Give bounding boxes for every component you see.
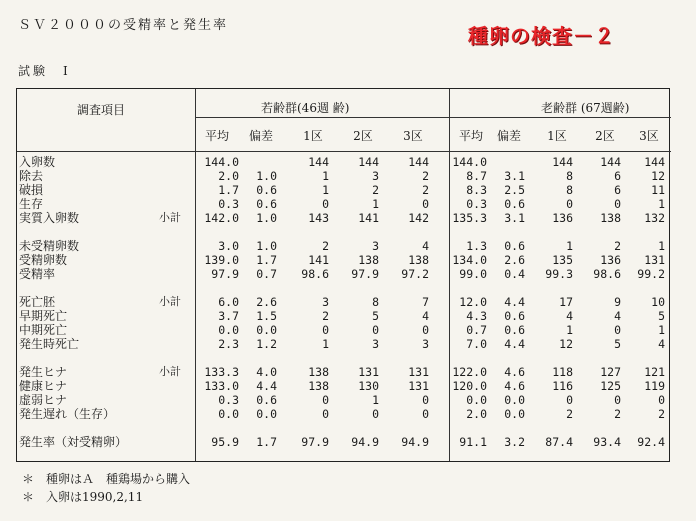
table-cell: 0: [322, 393, 329, 407]
table-cell: 94.9: [351, 435, 379, 449]
table-cell: 0: [322, 197, 329, 211]
table-cell: 2: [422, 169, 429, 183]
table-cell: 131: [644, 253, 665, 267]
table-cell: 138: [308, 379, 329, 393]
table-cell: 3.1: [504, 211, 525, 225]
column-header: 平均: [204, 129, 229, 143]
table-cell: 1: [658, 323, 665, 337]
table-cell: 0: [422, 393, 429, 407]
table-cell: 8: [566, 183, 573, 197]
trial-label: 試験 Ⅰ: [18, 64, 71, 78]
table-row: [17, 197, 671, 211]
table-cell: 3: [372, 169, 379, 183]
table-cell: 134.0: [452, 253, 487, 267]
table-cell: 0.0: [218, 323, 239, 337]
table-cell: 1.7: [256, 435, 277, 449]
table-cell: 4: [614, 309, 621, 323]
table-cell: 125: [600, 379, 621, 393]
column-header: 1区: [303, 129, 323, 143]
table-cell: 0.0: [218, 407, 239, 421]
old-group-header: 老齢群 (67週齢): [541, 101, 630, 115]
table-cell: 0: [422, 407, 429, 421]
table-cell: 8.7: [466, 169, 487, 183]
table-cell: 4.4: [256, 379, 277, 393]
footnote: ＊ 入卵は1990,2,11: [22, 490, 144, 504]
table-row: [17, 253, 671, 267]
row-subtotal-tag: 小計: [159, 295, 181, 308]
table-cell: 0.3: [218, 393, 239, 407]
table-cell: 0.6: [504, 323, 525, 337]
table-cell: 0: [566, 393, 573, 407]
table-cell: 0.6: [256, 183, 277, 197]
table-cell: 133.3: [204, 365, 239, 379]
table-cell: 2: [658, 407, 665, 421]
table-cell: 1: [322, 169, 329, 183]
table-cell: 2.0: [218, 169, 239, 183]
table-cell: 1.7: [256, 253, 277, 267]
table-cell: 0.7: [466, 323, 487, 337]
table-cell: 131: [408, 365, 429, 379]
table-cell: 138: [408, 253, 429, 267]
table-cell: 144: [358, 155, 379, 169]
table-cell: 11: [651, 183, 665, 197]
table-cell: 1.7: [218, 183, 239, 197]
table-cell: 4.6: [504, 379, 525, 393]
table-cell: 8.3: [466, 183, 487, 197]
table-cell: 118: [552, 365, 573, 379]
table-row: [17, 323, 671, 337]
table-cell: 5: [372, 309, 379, 323]
table-cell: 1: [322, 183, 329, 197]
table-cell: 8: [372, 295, 379, 309]
table-cell: 136: [600, 253, 621, 267]
table-cell: 1: [658, 239, 665, 253]
table-cell: 138: [308, 365, 329, 379]
row-label: 健康ヒナ: [19, 379, 68, 393]
table-cell: 1: [372, 197, 379, 211]
table-cell: 9: [614, 295, 621, 309]
table-cell: 0: [422, 323, 429, 337]
row-subtotal-tag: 小計: [159, 365, 181, 378]
table-cell: 4.4: [504, 337, 525, 351]
table-row: [17, 435, 671, 449]
table-cell: 1: [566, 239, 573, 253]
table-cell: 2: [372, 183, 379, 197]
row-label: 死亡胚: [19, 295, 56, 309]
table-cell: 97.9: [301, 435, 329, 449]
table-cell: 12: [559, 337, 573, 351]
table-cell: 121: [644, 365, 665, 379]
table-cell: 0: [614, 197, 621, 211]
table-cell: 0.3: [466, 197, 487, 211]
table-cell: 1: [566, 323, 573, 337]
table-cell: 119: [644, 379, 665, 393]
table-cell: 4: [658, 337, 665, 351]
table-cell: 139.0: [204, 253, 239, 267]
table-cell: 99.0: [459, 267, 487, 281]
table-cell: 131: [358, 365, 379, 379]
table-cell: 1.2: [256, 337, 277, 351]
row-label: 発生時死亡: [19, 337, 80, 351]
table-row: [17, 365, 671, 379]
row-label: 破損: [19, 183, 44, 197]
column-header: 2区: [595, 129, 615, 143]
table-cell: 1.0: [256, 239, 277, 253]
table-cell: 0.6: [504, 309, 525, 323]
footnote: ＊ 種卵はＡ 種鶏場から購入: [22, 472, 191, 486]
row-label: 発生率（対受精卵）: [19, 435, 128, 449]
table-cell: 4: [566, 309, 573, 323]
row-label: 入卵数: [19, 155, 56, 169]
table-cell: 3: [322, 295, 329, 309]
table-cell: 0: [372, 407, 379, 421]
table-cell: 0.6: [256, 197, 277, 211]
table-row: [17, 169, 671, 183]
table-cell: 144: [552, 155, 573, 169]
table-cell: 0.0: [256, 323, 277, 337]
table-cell: 6: [614, 169, 621, 183]
table-cell: 93.4: [593, 435, 621, 449]
column-header: 平均: [458, 129, 483, 143]
table-cell: 97.9: [211, 267, 239, 281]
table-cell: 2.5: [504, 183, 525, 197]
table-cell: 138: [600, 211, 621, 225]
column-header: 3区: [639, 129, 659, 143]
table-cell: 0: [658, 393, 665, 407]
table-cell: 130: [358, 379, 379, 393]
table-cell: 3: [372, 337, 379, 351]
table-cell: 3.0: [218, 239, 239, 253]
table-cell: 131: [408, 379, 429, 393]
table-cell: 142.0: [204, 211, 239, 225]
table-cell: 10: [651, 295, 665, 309]
table-cell: 0: [322, 407, 329, 421]
table-cell: 116: [552, 379, 573, 393]
table-cell: 91.1: [459, 435, 487, 449]
row-label: 生存: [19, 197, 44, 211]
header-bottom-rule: [17, 151, 671, 152]
table-cell: 97.9: [351, 267, 379, 281]
table-cell: 144: [644, 155, 665, 169]
table-cell: 4: [422, 239, 429, 253]
table-cell: 94.9: [401, 435, 429, 449]
table-cell: 0.0: [256, 407, 277, 421]
table-cell: 141: [308, 253, 329, 267]
row-label: 受精率: [19, 267, 56, 281]
column-header: 2区: [353, 129, 373, 143]
table-row: [17, 393, 671, 407]
table-row: [17, 337, 671, 351]
table-cell: 7.0: [466, 337, 487, 351]
slide-title: 種卵の検査－２: [468, 24, 615, 48]
table-cell: 1.0: [256, 211, 277, 225]
row-label: 発生遅れ（生存）: [19, 407, 116, 421]
table-row: [17, 267, 671, 281]
table-cell: 2.0: [466, 407, 487, 421]
header-divider: [195, 117, 671, 118]
table-cell: 6.0: [218, 295, 239, 309]
column-header: 1区: [547, 129, 567, 143]
table-cell: 99.3: [545, 267, 573, 281]
table-cell: 0.0: [504, 393, 525, 407]
table-cell: 2: [322, 309, 329, 323]
table-cell: 3.1: [504, 169, 525, 183]
row-label: 虚弱ヒナ: [19, 393, 68, 407]
table-cell: 0.0: [466, 393, 487, 407]
table-cell: 4.4: [504, 295, 525, 309]
table-cell: 1: [658, 197, 665, 211]
table-cell: 1.3: [466, 239, 487, 253]
table-cell: 2: [614, 407, 621, 421]
row-label: 中期死亡: [19, 323, 68, 337]
table-cell: 0.3: [218, 197, 239, 211]
item-header: 調査項目: [77, 103, 126, 117]
table-cell: 0: [614, 393, 621, 407]
table-cell: 8: [566, 169, 573, 183]
table-cell: 2.6: [256, 295, 277, 309]
table-cell: 136: [552, 211, 573, 225]
row-label: 未受精卵数: [19, 239, 80, 253]
table-cell: 122.0: [452, 365, 487, 379]
table-cell: 143: [308, 211, 329, 225]
table-cell: 98.6: [593, 267, 621, 281]
table-cell: 135.3: [452, 211, 487, 225]
table-cell: 6: [614, 183, 621, 197]
table-cell: 0: [322, 323, 329, 337]
table-cell: 1.5: [256, 309, 277, 323]
table-cell: 144.0: [204, 155, 239, 169]
table-row: [17, 183, 671, 197]
table-cell: 3: [372, 239, 379, 253]
table-cell: 4.0: [256, 365, 277, 379]
results-table: [16, 88, 670, 462]
table-cell: 133.0: [204, 379, 239, 393]
table-cell: 0.4: [504, 267, 525, 281]
table-row: [17, 211, 671, 225]
table-cell: 2: [322, 239, 329, 253]
table-cell: 144: [600, 155, 621, 169]
table-cell: 4.6: [504, 365, 525, 379]
table-cell: 132: [644, 211, 665, 225]
table-cell: 17: [559, 295, 573, 309]
table-cell: 141: [358, 211, 379, 225]
table-cell: 12.0: [459, 295, 487, 309]
table-row: [17, 379, 671, 393]
column-header: 3区: [403, 129, 423, 143]
table-cell: 0.6: [504, 197, 525, 211]
table-cell: 2.6: [504, 253, 525, 267]
table-row: [17, 295, 671, 309]
table-cell: 7: [422, 295, 429, 309]
table-cell: 3: [422, 337, 429, 351]
row-label: 除去: [19, 169, 44, 183]
table-cell: 3.7: [218, 309, 239, 323]
table-cell: 120.0: [452, 379, 487, 393]
table-cell: 144: [308, 155, 329, 169]
column-header: 偏差: [496, 129, 521, 143]
row-label: 実質入卵数: [19, 211, 80, 225]
table-row: [17, 239, 671, 253]
table-cell: 0.6: [256, 393, 277, 407]
table-cell: 4.3: [466, 309, 487, 323]
table-cell: 0: [422, 197, 429, 211]
table-cell: 0.7: [256, 267, 277, 281]
table-cell: 4: [422, 309, 429, 323]
table-cell: 142: [408, 211, 429, 225]
table-cell: 138: [358, 253, 379, 267]
table-cell: 0.0: [504, 407, 525, 421]
table-cell: 135: [552, 253, 573, 267]
row-label: 早期死亡: [19, 309, 68, 323]
table-cell: 144: [408, 155, 429, 169]
table-cell: 2: [614, 239, 621, 253]
table-cell: 5: [614, 337, 621, 351]
table-cell: 0: [614, 323, 621, 337]
table-cell: 2.3: [218, 337, 239, 351]
table-cell: 0.6: [504, 239, 525, 253]
table-cell: 5: [658, 309, 665, 323]
young-group-header: 若齢群(46週 齢): [261, 101, 350, 115]
table-cell: 2: [422, 183, 429, 197]
table-cell: 2: [566, 407, 573, 421]
table-cell: 87.4: [545, 435, 573, 449]
table-cell: 99.2: [637, 267, 665, 281]
table-cell: 0: [566, 197, 573, 211]
row-label: 発生ヒナ: [19, 365, 68, 379]
table-row: [17, 155, 671, 169]
table-cell: 1: [322, 337, 329, 351]
row-subtotal-tag: 小計: [159, 211, 181, 224]
table-cell: 127: [600, 365, 621, 379]
table-row: [17, 309, 671, 323]
table-cell: 95.9: [211, 435, 239, 449]
table-cell: 97.2: [401, 267, 429, 281]
table-cell: 12: [651, 169, 665, 183]
table-cell: 0: [372, 323, 379, 337]
table-cell: 144.0: [452, 155, 487, 169]
table-cell: 98.6: [301, 267, 329, 281]
document-title: ＳＶ２０００の受精率と発生率: [18, 18, 229, 33]
column-header: 偏差: [248, 129, 273, 143]
table-cell: 3.2: [504, 435, 525, 449]
table-row: [17, 407, 671, 421]
row-label: 受精卵数: [19, 253, 68, 267]
table-cell: 1: [372, 393, 379, 407]
table-cell: 92.4: [637, 435, 665, 449]
table-cell: 1.0: [256, 169, 277, 183]
